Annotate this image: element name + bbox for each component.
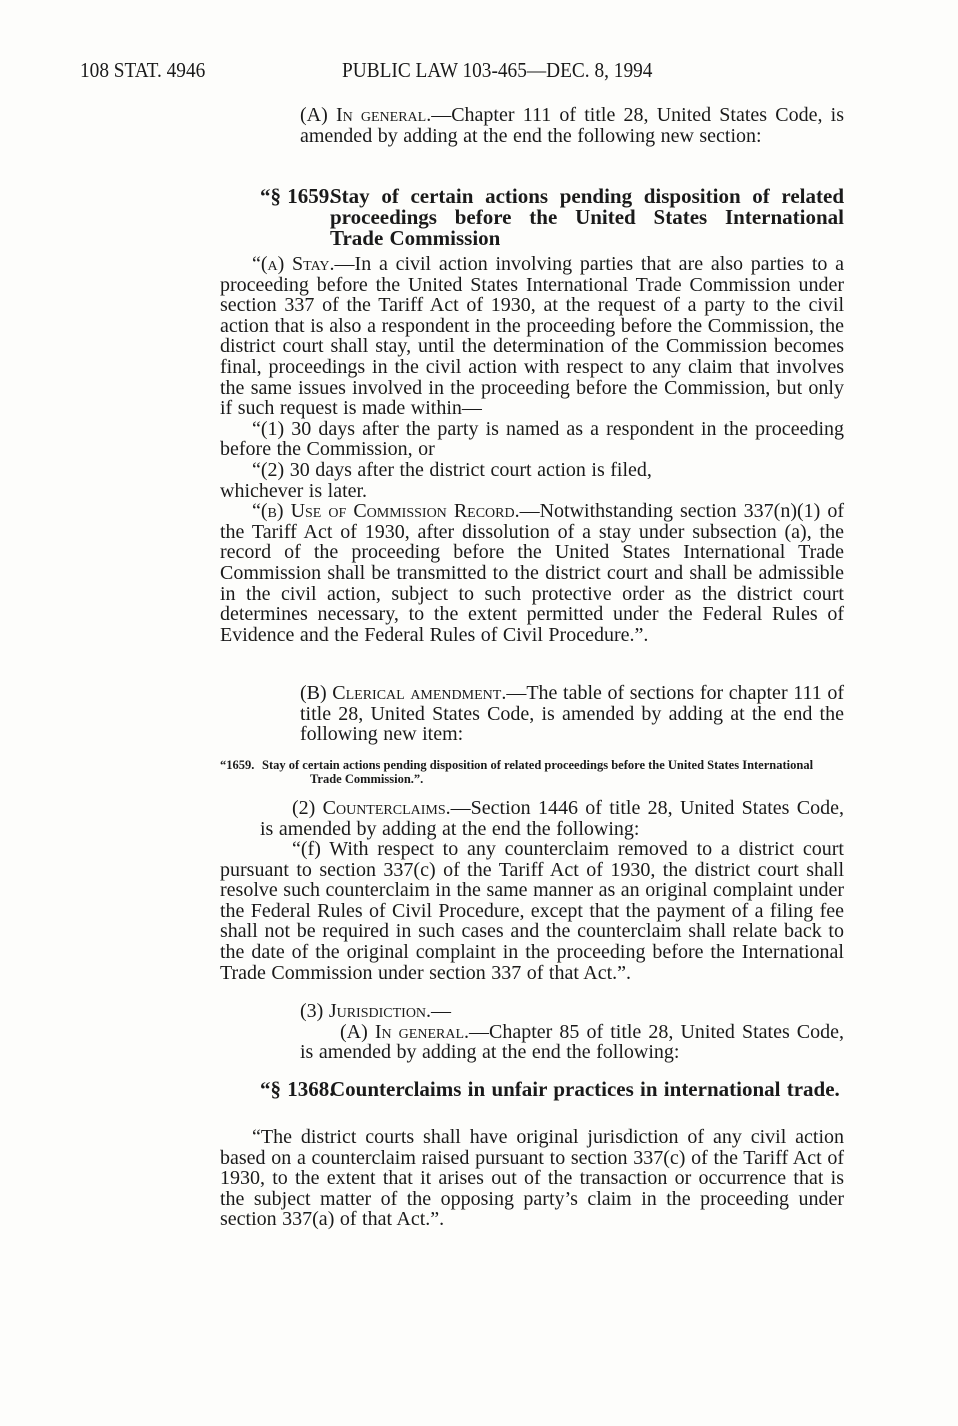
section-1368-title: Counterclaims in unfair practices in international trade.	[330, 1077, 840, 1101]
para-b-clerical-amendment	[300, 683, 844, 745]
para-2-text: —Section 1446 of title 28, United States Code, is amended by adding at the end the following:	[260, 797, 844, 840]
para-2-counterclaims	[260, 798, 844, 839]
para-b-text: —The table of sections for chapter 111 of title 28, United States Code, is amended by adding at the end the following new item:	[300, 682, 844, 746]
subsection-f	[220, 839, 844, 983]
para-a-in-general	[300, 105, 844, 146]
section-1368-text-block	[220, 1127, 844, 1230]
page-header-law: PUBLIC LAW 103-465—DEC. 8, 1994	[342, 58, 653, 82]
para-3a-label: (A) In general.	[340, 1020, 470, 1043]
table-of-sections-item	[220, 758, 844, 786]
para-b-label: (B) Clerical amendment.	[300, 682, 507, 704]
section-1368-text: “The district courts shall have original jurisdiction of any civil action based on a counterclaim raised pursuant to section 337(c) of the Tariff Act of 1930, to the extent that it arises out of the transaction or occurrence that is the subject matter of the opposing party’s claim in the proceeding under section 337(a) of that Act.”.	[220, 1126, 844, 1231]
para-3-label: (3) Jurisdiction.—	[300, 1000, 452, 1022]
toc-item-text: Stay of certain actions pending disposition of related proceedings before the United States International Trade Commission.”.	[262, 758, 814, 786]
subsec-f-text: “(f) With respect to any counterclaim removed to a district court pursuant to section 337(c) of the Tariff Act of 1930, the district court shall resolve such counterclaim in the same manner as an original complaint under the Federal Rules of Civil Procedure, except that the payment of a filing fee shall not be required in such cases and the counterclaim shall relate back to the date of the original complaint in the proceeding before the International Trade Commission under section 337 of that Act.”.	[220, 838, 844, 984]
subsec-a-item-1: “(1) 30 days after the party is named as a respondent in the proceeding before the Commission, or	[220, 417, 844, 461]
subsection-a-stay	[220, 254, 844, 645]
subsec-a-label: “(a) Stay.	[252, 253, 335, 275]
subsec-a-closing: whichever is later.	[220, 479, 368, 502]
section-1659-heading	[260, 184, 844, 250]
subsec-a-text: —In a civil action involving parties that are also parties to a proceeding before the United States International Trade Commission under section 337 of the Tariff Act of 1930, at the request of a party to the civil action that is also a respondent in the proceeding before the Commission, the district court shall stay, until the determination of the Commission becomes final, proceedings in the civil action with respect to any claim that involves the same issues involved in the proceeding before the Commission, but only if such request is made within—	[220, 253, 845, 420]
section-1659-title: Stay of certain actions pending disposition of related proceedings before the United States International Trade Commission	[330, 184, 844, 250]
subsec-b-label: “(b) Use of Commission Record.	[252, 500, 520, 523]
para-2-label: (2) Counterclaims.	[292, 797, 451, 819]
para-a-label: (A) In general.	[300, 104, 432, 126]
subsec-b-text: —Notwithstanding section 337(n)(1) of the Tariff Act of 1930, after dissolution of a stay under subsection (a), the record of the proceeding before the United States International Trade Commission shall be transmitted to the district court and shall be admissible in the civil action, subject to such protective order as the district court determines necessary, to the extent permitted under the Federal Rules of Evidence and the Federal Rules of Civil Procedure.”.	[220, 500, 844, 646]
para-3-jurisdiction	[300, 1001, 844, 1063]
page-header-stat: 108 STAT. 4946	[80, 58, 206, 82]
section-1368-number: “§ 1368.	[260, 1077, 335, 1101]
para-a-text: —Chapter 111 of title 28, United States Code, is amended by adding at the end the following new section:	[300, 104, 844, 147]
section-1659-number: “§ 1659.	[260, 184, 335, 208]
subsec-a-item-2: “(2) 30 days after the district court action is filed,	[252, 458, 652, 481]
section-1368-heading	[260, 1077, 844, 1101]
toc-item-number: “1659.	[220, 758, 255, 772]
para-3a-text: —Chapter 85 of title 28, United States Code, is amended by adding at the end the following:	[300, 1020, 845, 1064]
